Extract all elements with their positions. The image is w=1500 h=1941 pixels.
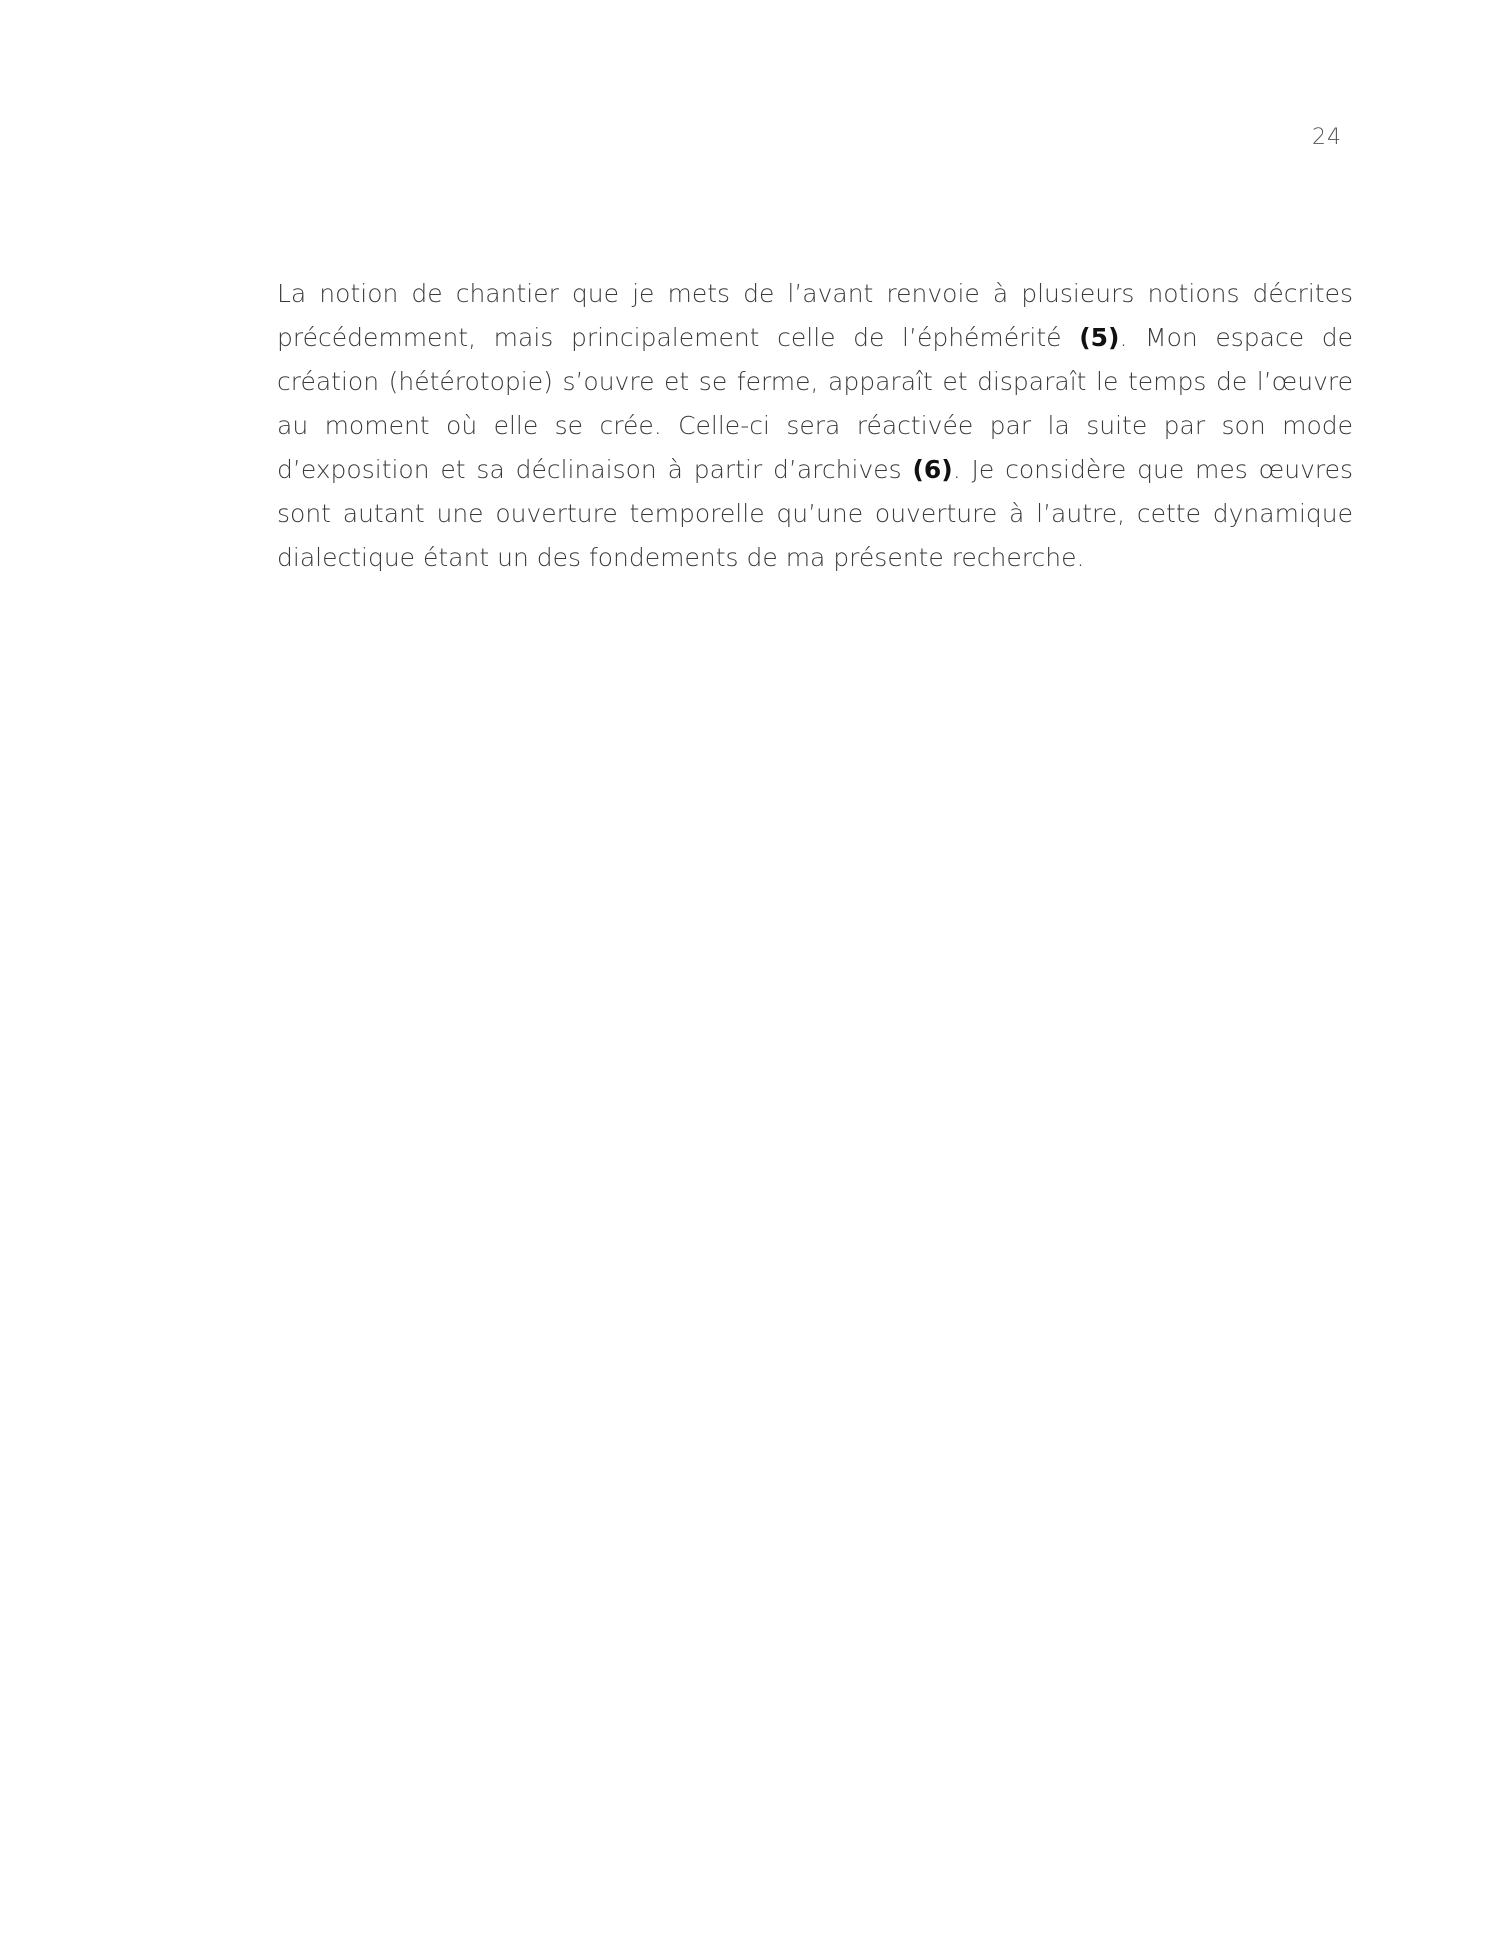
figure-reference-5: (5) bbox=[1079, 323, 1120, 352]
page-number: 24 bbox=[1312, 125, 1342, 150]
paragraph-text-1: La notion de chantier que je mets de l’avant renvoie à plusieurs notions décrites précédemment, mais principalement celle de l’éphémérité bbox=[277, 279, 1353, 352]
paragraph-text-3: . Je considère que mes œuvres sont autant une ouverture temporelle qu’une ouverture à l’autre, cette dynamique dialectique étant un des fondements de ma présente recherche. bbox=[277, 455, 1353, 572]
body-paragraph bbox=[277, 272, 1353, 580]
paragraph-text-2: . Mon espace de création (hétérotopie) s’ouvre et se ferme, apparaît et disparaît le temps de l’œuvre au moment où elle se crée. Celle-ci sera réactivée par la suite par son mode d’exposition et sa déclinaison à partir d’archives bbox=[277, 323, 1353, 484]
figure-reference-6: (6) bbox=[912, 455, 953, 484]
